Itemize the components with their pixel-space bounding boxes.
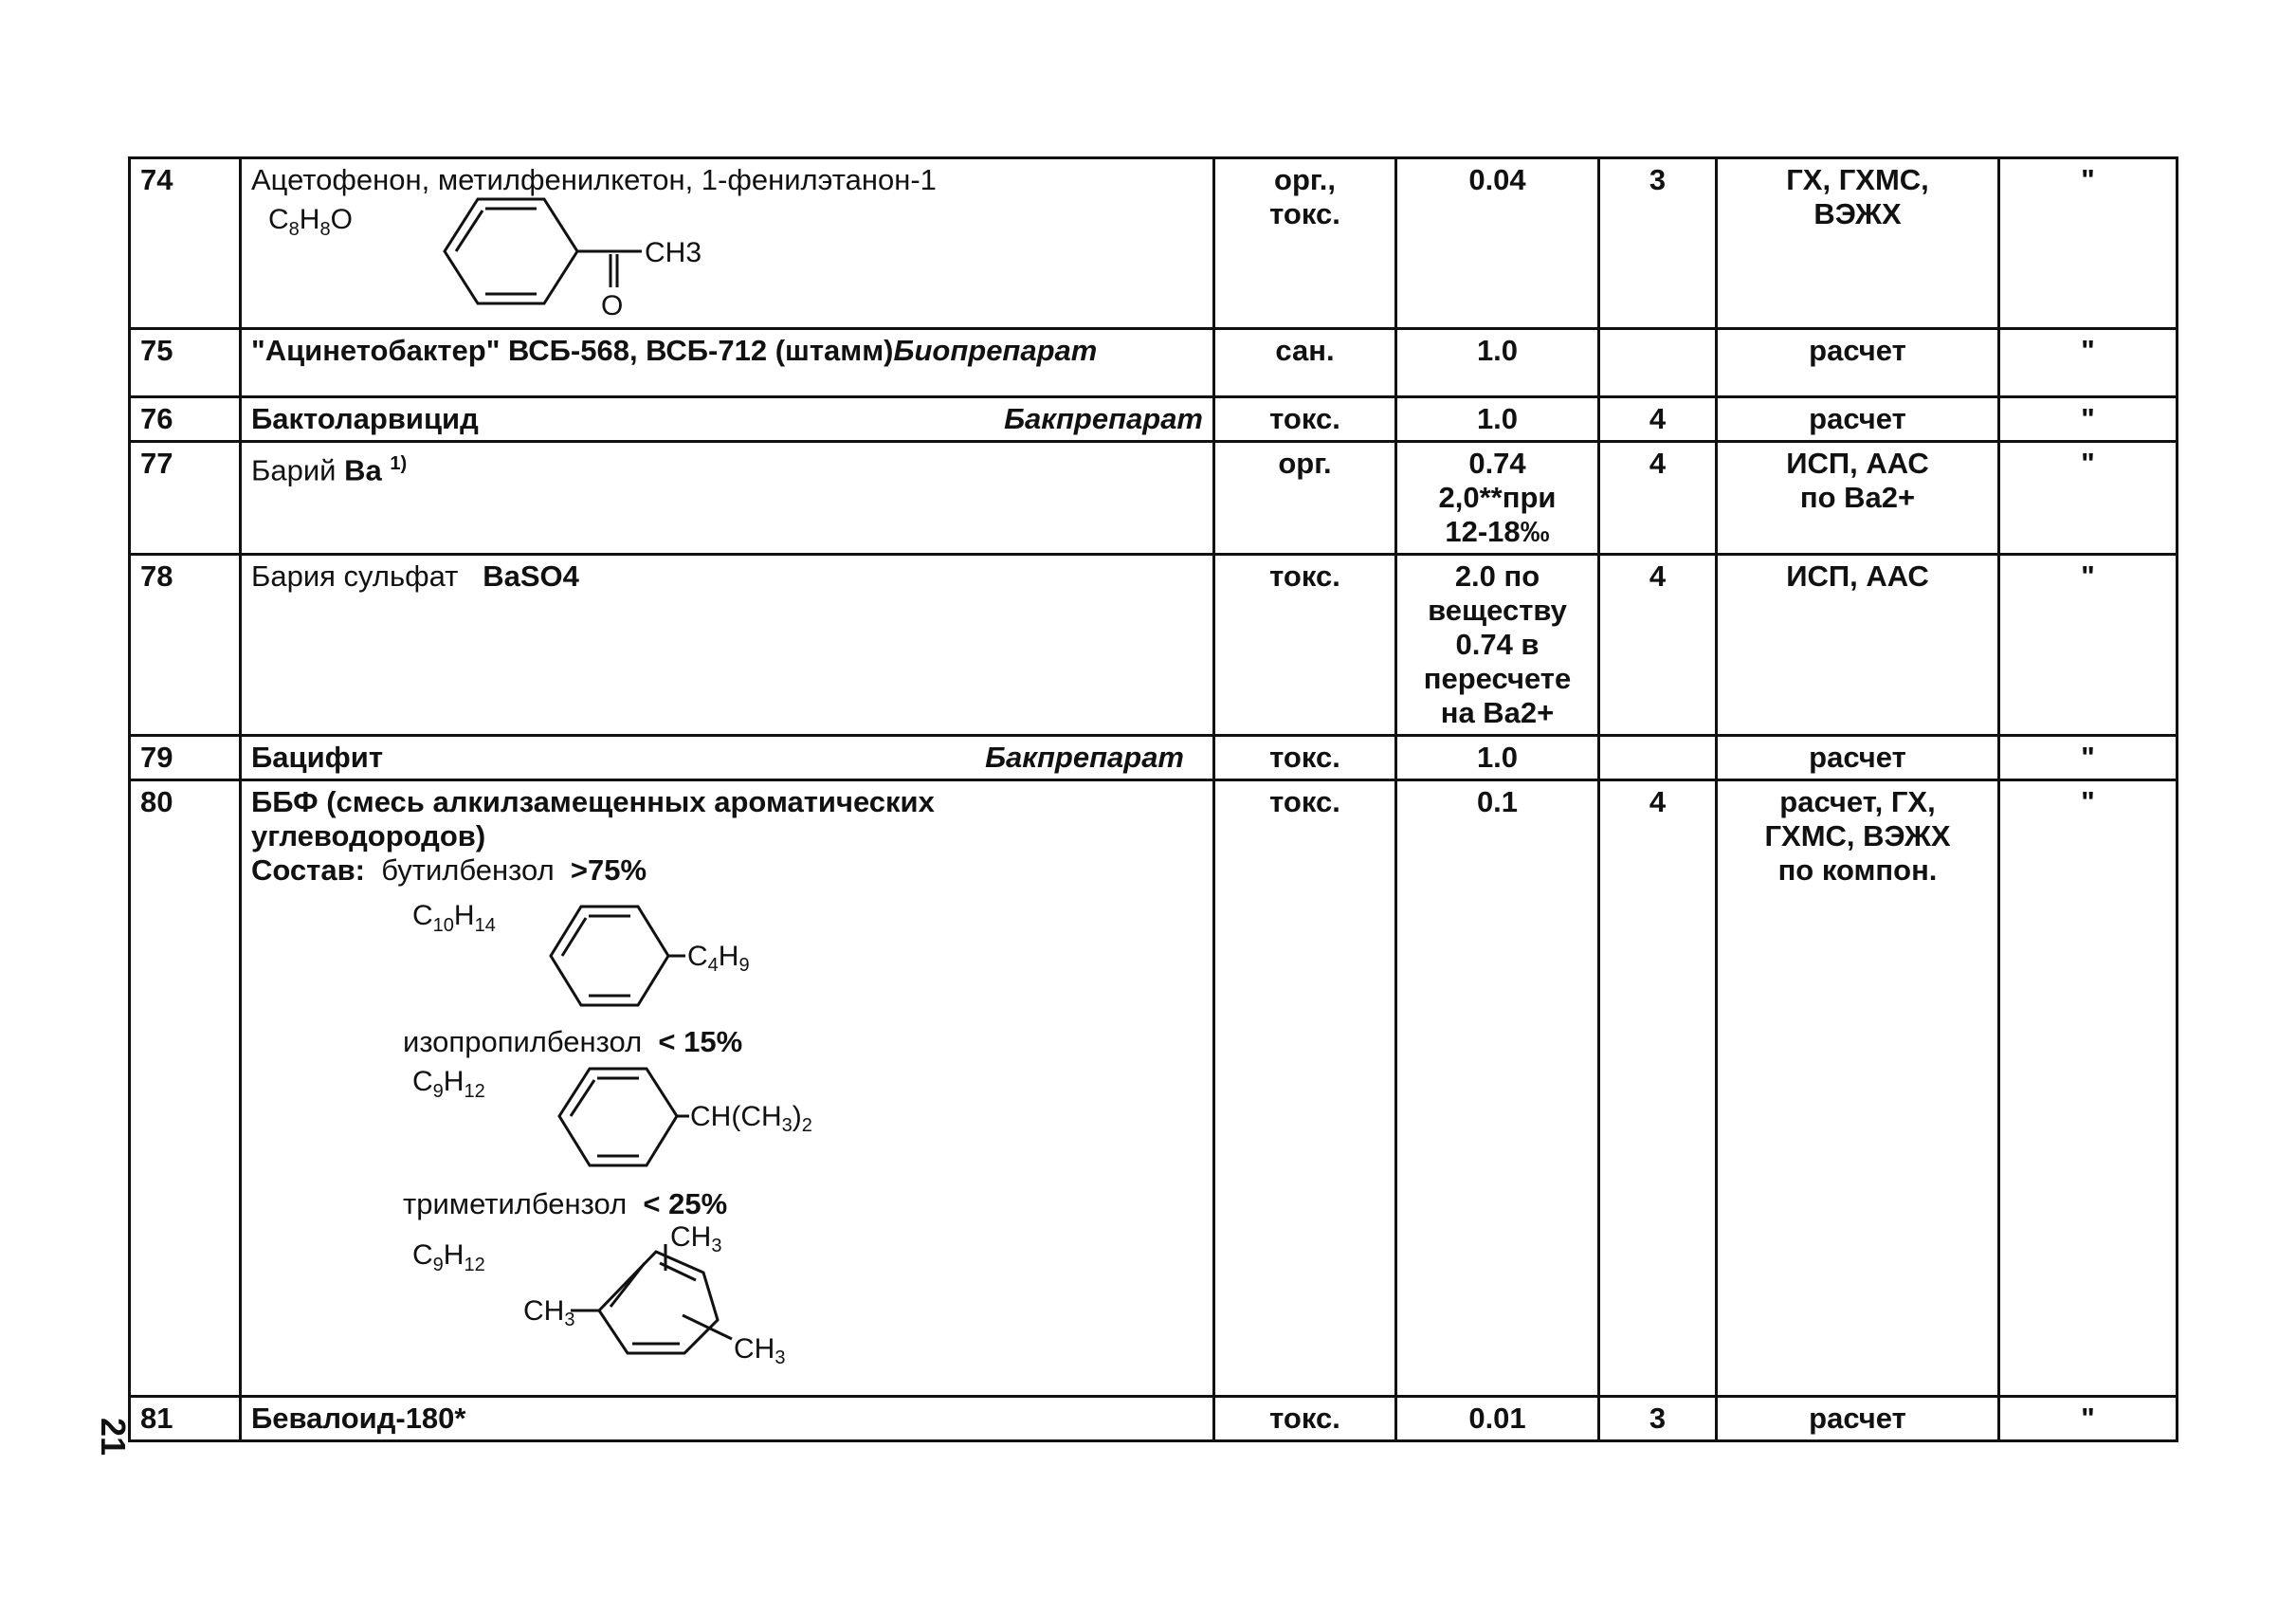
class-value: токс. — [1269, 785, 1340, 818]
footnote-mark: 1) — [390, 453, 408, 474]
butylbenzene-structure-icon — [543, 899, 790, 1008]
hazard-class: 4 — [1649, 785, 1667, 818]
hazard-class: 4 — [1649, 402, 1667, 435]
value: 1.0 — [1476, 741, 1519, 774]
hazard-class: 3 — [1649, 1402, 1667, 1435]
value: 0.01 — [1468, 1402, 1526, 1435]
chemical-formula: $C_9H_{12}$ — [412, 1066, 485, 1102]
class-value: орг. — [1278, 447, 1332, 480]
class-cell — [1214, 329, 1396, 397]
method: ИСП, ААС — [1786, 559, 1929, 593]
method-cell — [1717, 780, 1999, 1397]
substance-name-cell — [241, 329, 1214, 397]
value: 1.0 — [1476, 334, 1519, 367]
page-number: 21 — [94, 1418, 133, 1457]
value: 1.0 — [1476, 402, 1519, 435]
method-cell — [1717, 158, 1999, 329]
component-name: изопропилбензол — [403, 1025, 643, 1058]
class-cell — [1214, 158, 1396, 329]
value: 0.74 2,0**при 12-18‰ — [1438, 447, 1557, 548]
method-cell — [1717, 555, 1999, 736]
methyl-group-right: $CH_3$ — [733, 1333, 786, 1368]
ditto-mark: " — [2081, 447, 2095, 480]
value: 2.0 по веществу 0.74 в пересчете на Ba2+ — [1423, 559, 1572, 729]
substance-name: Бевалоид-180* — [251, 1402, 466, 1435]
class-cell — [1214, 1397, 1396, 1441]
table-row — [130, 780, 2178, 1397]
method: расчет — [1809, 741, 1906, 774]
table-row — [130, 397, 2178, 442]
value-cell — [1396, 555, 1599, 736]
substance-name-cell — [241, 442, 1214, 555]
row-number: 77 — [130, 442, 241, 555]
row-number: 81 — [130, 1397, 241, 1441]
class-cell — [1214, 736, 1396, 780]
class-cell — [1214, 555, 1396, 736]
substance-tag: Бакпрепарат — [985, 741, 1184, 774]
value-cell — [1396, 442, 1599, 555]
class-value: орг., токс. — [1269, 163, 1340, 230]
substance-name-cell — [241, 397, 1214, 442]
hazard-cell — [1599, 158, 1717, 329]
hazard-cell — [1599, 397, 1717, 442]
method-cell — [1717, 1397, 1999, 1441]
ref-cell — [1999, 329, 2178, 397]
acetophenone-structure-icon — [438, 197, 702, 321]
table-row — [130, 442, 2178, 555]
carbonyl-oxygen: O — [600, 290, 624, 321]
substance-symbol: BaSO4 — [483, 559, 579, 593]
method: ИСП, ААС по Ba2+ — [1786, 447, 1929, 514]
hazard-class: 3 — [1649, 163, 1667, 196]
substance-name: "Ацинетобактер" ВСБ-568, ВСБ-712 (штамм) — [251, 334, 894, 367]
class-value: токс. — [1269, 1402, 1340, 1435]
ditto-mark: " — [2081, 559, 2095, 593]
substance-table — [128, 156, 2178, 1442]
hazard-class: 4 — [1649, 447, 1667, 480]
ditto-mark: " — [2081, 1402, 2095, 1435]
table-row — [130, 736, 2178, 780]
ditto-mark: " — [2081, 741, 2095, 774]
ref-cell — [1999, 397, 2178, 442]
row-number: 78 — [130, 555, 241, 736]
substance-name-cell — [241, 555, 1214, 736]
hazard-cell — [1599, 329, 1717, 397]
isopropyl-group: $CH(CH_3)_2$ — [689, 1101, 812, 1136]
hazard-cell — [1599, 555, 1717, 736]
row-number: 79 — [130, 736, 241, 780]
row-number: 76 — [130, 397, 241, 442]
value-cell — [1396, 1397, 1599, 1441]
class-value: токс. — [1269, 559, 1340, 593]
methyl-group-left: $CH_3$ — [522, 1295, 575, 1330]
hazard-cell — [1599, 780, 1717, 1397]
table-row — [130, 158, 2178, 329]
method-cell — [1717, 736, 1999, 780]
ditto-mark: " — [2081, 163, 2095, 196]
hazard-cell — [1599, 442, 1717, 555]
trimethylbenzene-structure-icon — [522, 1221, 827, 1368]
value-cell — [1396, 158, 1599, 329]
component-share: < 25% — [643, 1187, 728, 1220]
method: расчет, ГХ, ГХМС, ВЭЖХ по компон. — [1764, 785, 1951, 887]
component-share: < 15% — [658, 1025, 743, 1058]
substance-name: ББФ (смесь алкилзамещенных ароматических углеводородов) — [251, 785, 935, 852]
table-row — [130, 1397, 2178, 1441]
ref-cell — [1999, 555, 2178, 736]
class-value: токс. — [1269, 402, 1340, 435]
component-name: триметилбензол — [403, 1187, 628, 1220]
chemical-formula: $C_9H_{12}$ — [412, 1239, 485, 1275]
method-cell — [1717, 442, 1999, 555]
ref-cell — [1999, 780, 2178, 1397]
chemical-formula: $C_8H_8O$ — [268, 204, 353, 240]
value-cell — [1396, 736, 1599, 780]
value-cell — [1396, 780, 1599, 1397]
ditto-mark: " — [2081, 334, 2095, 367]
hazard-cell — [1599, 1397, 1717, 1441]
class-cell — [1214, 442, 1396, 555]
method: расчет — [1809, 334, 1906, 367]
substance-symbol: Ba — [344, 453, 382, 487]
ref-cell — [1999, 736, 2178, 780]
ditto-mark: " — [2081, 785, 2095, 818]
substance-name: Барий — [251, 453, 337, 487]
substance-name-cell — [241, 158, 1214, 329]
hazard-class: 4 — [1649, 559, 1667, 593]
substance-tag: Биопрепарат — [893, 334, 1098, 367]
row-number: 75 — [130, 329, 241, 397]
row-number: 74 — [130, 158, 241, 329]
component-name: бутилбензол — [381, 853, 555, 887]
class-value: сан. — [1275, 334, 1335, 367]
substance-name: Бактоларвицид — [251, 402, 479, 435]
substance-name: Бацифит — [251, 741, 384, 774]
ref-cell — [1999, 1397, 2178, 1441]
component-share: >75% — [570, 853, 647, 887]
hazard-cell — [1599, 736, 1717, 780]
method-cell — [1717, 329, 1999, 397]
substance-name-cell — [241, 736, 1214, 780]
value: 0.1 — [1476, 785, 1519, 818]
methyl-group: CH3 — [644, 237, 702, 268]
substance-name-cell — [241, 1397, 1214, 1441]
class-cell — [1214, 397, 1396, 442]
substance-name: Ацетофенон, метилфенилкетон, 1-фенилэтанон-1 — [251, 163, 937, 196]
chemical-formula: $C_{10}H_{14}$ — [412, 900, 496, 936]
ref-cell — [1999, 158, 2178, 329]
substance-tag: Бакпрепарат — [1004, 402, 1203, 435]
ref-cell — [1999, 442, 2178, 555]
composition-label: Состав: — [251, 853, 365, 887]
row-number: 80 — [130, 780, 241, 1397]
table-row — [130, 329, 2178, 397]
method: расчет — [1809, 1402, 1906, 1435]
substance-name: Бария сульфат — [251, 559, 459, 593]
butyl-group: $C_4H_9$ — [686, 941, 750, 976]
value-cell — [1396, 397, 1599, 442]
isopropylbenzene-structure-icon — [552, 1065, 836, 1174]
value-cell — [1396, 329, 1599, 397]
table-row — [130, 555, 2178, 736]
value: 0.04 — [1468, 163, 1526, 196]
method-cell — [1717, 397, 1999, 442]
method: ГХ, ГХМС, ВЭЖХ — [1786, 163, 1929, 230]
method: расчет — [1809, 402, 1906, 435]
class-value: токс. — [1269, 741, 1340, 774]
ditto-mark: " — [2081, 402, 2095, 435]
class-cell — [1214, 780, 1396, 1397]
substance-name-cell — [241, 780, 1214, 1397]
methyl-group-top: $CH_3$ — [669, 1221, 722, 1256]
